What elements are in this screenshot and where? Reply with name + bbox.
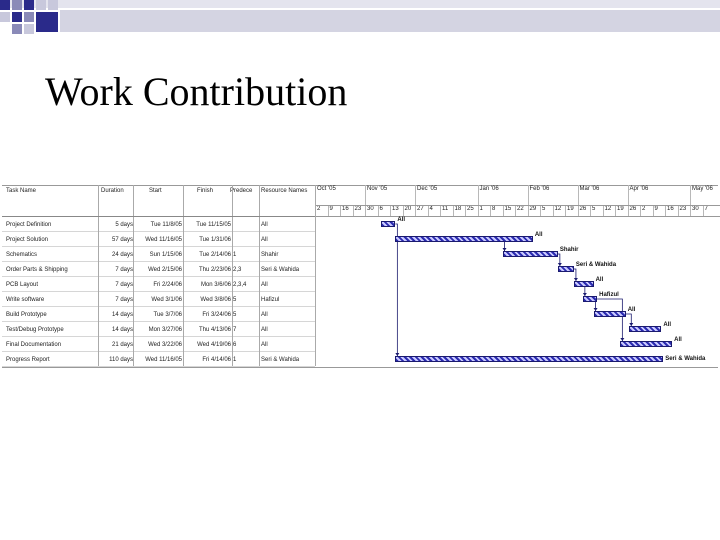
table-cell-task[interactable]: Schematics [6, 252, 38, 258]
gantt-bar[interactable] [574, 281, 594, 287]
table-cell-res[interactable]: All [261, 327, 268, 333]
timescale-day: 5 [542, 206, 546, 212]
gantt-bar-resource-label: Shahir [559, 247, 579, 253]
timescale-day: 2 [642, 206, 646, 212]
timescale-day: 23 [679, 206, 687, 212]
table-column-divider [232, 185, 233, 366]
timescale-month: Mar '06 [579, 186, 600, 192]
table-cell-finish[interactable]: Tue 2/14/06 [199, 252, 231, 258]
gantt-bar-resource-label: Seri & Wahida [575, 262, 617, 268]
timescale-day: 12 [554, 206, 562, 212]
table-cell-start[interactable]: Mon 3/27/06 [148, 327, 182, 333]
col-header-duration[interactable]: Duration [101, 188, 124, 194]
table-cell-task[interactable]: PCB Layout [6, 282, 39, 288]
table-cell-pred[interactable]: 5 [233, 297, 237, 303]
gantt-bar-resource-label: All [674, 337, 682, 343]
table-cell-duration[interactable]: 14 days [111, 327, 133, 333]
table-cell-res[interactable]: All [261, 222, 268, 228]
gantt-bar-resource-label: All [534, 232, 543, 238]
timescale-day: 2 [317, 206, 321, 212]
table-cell-start[interactable]: Sun 1/15/06 [149, 252, 182, 258]
table-cell-res[interactable]: All [261, 342, 268, 348]
gantt-bar-resource-label: Seri & Wahida [665, 356, 706, 362]
table-cell-pred[interactable]: 2,3,4 [233, 282, 247, 288]
table-cell-task[interactable]: Progress Report [6, 357, 50, 363]
gantt-dependency-links [2, 185, 720, 366]
timescale-day: 18 [454, 206, 462, 212]
table-cell-pred[interactable]: 6 [233, 342, 237, 348]
table-cell-finish[interactable]: Wed 4/19/06 [197, 342, 231, 348]
timescale-day: 30 [367, 206, 374, 212]
table-cell-start[interactable]: Wed 11/16/05 [145, 357, 182, 363]
table-cell-pred[interactable]: 5 [233, 312, 237, 318]
dependency-link [395, 224, 397, 356]
table-cell-res[interactable]: Seri & Wahida [261, 267, 300, 273]
table-cell-duration[interactable]: 7 days [115, 282, 133, 288]
gantt-bar[interactable] [503, 251, 558, 257]
timescale-day: 12 [604, 206, 612, 212]
table-cell-duration[interactable]: 24 days [111, 252, 133, 258]
table-cell-res[interactable]: All [261, 237, 268, 243]
timescale-day: 4 [429, 206, 433, 212]
table-cell-task[interactable]: Project Solution [6, 237, 49, 243]
timescale-day: 19 [567, 206, 574, 212]
table-cell-start[interactable]: Tue 11/8/05 [150, 222, 182, 228]
table-column-divider [315, 185, 316, 366]
table-cell-pred[interactable]: 2,3 [233, 267, 242, 273]
table-cell-duration[interactable]: 7 days [115, 267, 133, 273]
table-cell-task[interactable]: Build Prototype [6, 312, 47, 318]
table-cell-duration[interactable]: 14 days [111, 312, 133, 318]
timescale-day: 19 [617, 206, 624, 212]
table-cell-res[interactable]: All [261, 282, 268, 288]
table-cell-start[interactable]: Wed 3/22/06 [148, 342, 182, 348]
table-cell-res[interactable]: Seri & Wahida [261, 357, 300, 363]
table-cell-res[interactable]: Hafizul [261, 297, 280, 303]
table-cell-finish[interactable]: Thu 4/13/06 [198, 327, 231, 333]
table-cell-duration[interactable]: 57 days [111, 237, 133, 243]
col-header-task[interactable]: Task Name [6, 188, 37, 194]
col-header-start[interactable]: Start [149, 188, 162, 194]
table-cell-task[interactable]: Final Documentation [6, 342, 62, 348]
timescale-month: Oct '05 [317, 186, 336, 192]
timescale-day: 15 [504, 206, 512, 212]
timescale-day: 11 [442, 206, 449, 212]
table-row-divider [2, 366, 315, 367]
timescale-day: 27 [417, 206, 424, 212]
timescale-day: 16 [342, 206, 349, 212]
timescale-day: 26 [579, 206, 587, 212]
timescale-day: 22 [517, 206, 524, 212]
gantt-bar-resource-label: All [595, 277, 604, 283]
table-cell-duration[interactable]: 21 days [111, 342, 133, 348]
decorative-header-squares [0, 0, 720, 40]
table-cell-start[interactable]: Fri 2/24/06 [153, 282, 182, 288]
slide-title: Work Contribution [45, 69, 348, 114]
gantt-bar-resource-label: All [397, 217, 406, 223]
timescale-day: 8 [492, 206, 496, 212]
col-header-predecessors[interactable]: Predece [230, 188, 253, 194]
timescale-day: 30 [692, 206, 699, 212]
timescale-day: 25 [467, 206, 474, 212]
col-header-finish[interactable]: Finish [197, 188, 214, 194]
timescale-day: 9 [329, 206, 333, 212]
table-cell-duration[interactable]: 5 days [115, 222, 133, 228]
gantt-bar[interactable] [395, 356, 663, 362]
timescale-month: Jan '06 [479, 186, 499, 192]
table-cell-task[interactable]: Test/Debug Prototype [6, 327, 64, 333]
timescale-day: 1 [479, 206, 483, 212]
table-cell-finish[interactable]: Tue 1/31/06 [199, 237, 231, 243]
timescale-day: 16 [667, 206, 674, 212]
table-cell-pred[interactable]: 1 [233, 252, 237, 258]
table-cell-task[interactable]: Order Parts & Shipping [6, 267, 68, 273]
table-cell-finish[interactable]: Tue 11/15/05 [196, 222, 231, 228]
timescale-month: Nov '05 [367, 186, 388, 192]
timescale-day: 9 [654, 206, 658, 212]
col-header-resources[interactable]: Resource Names [261, 188, 308, 194]
gantt-bar[interactable] [583, 296, 597, 302]
gantt-bar[interactable] [558, 266, 574, 272]
gantt-bar-resource-label: Hafizul [599, 292, 619, 298]
timescale-month: Feb '06 [529, 186, 550, 192]
table-cell-duration[interactable]: 110 days [109, 357, 133, 363]
table-cell-finish[interactable]: Fri 4/14/06 [202, 357, 231, 363]
table-cell-pred[interactable]: 7 [233, 327, 237, 333]
timescale-day: 13 [392, 206, 399, 212]
dependency-link [597, 299, 622, 341]
gantt-bar[interactable] [629, 326, 661, 332]
table-column-divider [98, 185, 99, 366]
table-cell-finish[interactable]: Wed 3/8/06 [200, 297, 231, 303]
table-cell-start[interactable]: Wed 11/16/05 [145, 237, 182, 243]
gantt-bar-resource-label: All [663, 322, 672, 328]
table-column-divider [133, 185, 134, 366]
timescale-day: 20 [404, 206, 412, 212]
timescale-month: Dec '05 [417, 186, 438, 192]
table-cell-finish[interactable]: Fri 3/24/06 [202, 312, 231, 318]
timescale-day: 7 [704, 206, 708, 212]
table-column-divider [183, 185, 184, 366]
table-cell-start[interactable]: Wed 2/15/06 [148, 267, 182, 273]
table-cell-finish[interactable]: Thu 2/23/06 [198, 267, 231, 273]
table-cell-start[interactable]: Wed 3/1/06 [151, 297, 182, 303]
gantt-bar-resource-label: All [627, 307, 636, 313]
table-cell-duration[interactable]: 7 days [115, 297, 133, 303]
gantt-bar[interactable] [594, 311, 626, 317]
table-cell-task[interactable]: Project Definition [6, 222, 52, 228]
gantt-bar[interactable] [381, 221, 395, 227]
timescale-day: 26 [629, 206, 637, 212]
table-cell-res[interactable]: Shahir [261, 252, 279, 258]
timescale-day: 23 [354, 206, 362, 212]
table-cell-res[interactable]: All [261, 312, 268, 318]
gantt-bar[interactable] [395, 236, 533, 242]
timescale-day: 6 [379, 206, 383, 212]
table-cell-finish[interactable]: Mon 3/6/06 [200, 282, 231, 288]
gantt-chart [2, 185, 720, 366]
gantt-bar[interactable] [620, 341, 672, 347]
table-cell-pred[interactable]: 1 [233, 357, 237, 363]
table-column-divider [259, 185, 260, 366]
table-cell-start[interactable]: Tue 3/7/06 [153, 312, 182, 318]
timescale-day: 29 [529, 206, 537, 212]
table-cell-task[interactable]: Write software [6, 297, 45, 303]
timescale-month: May '06 [692, 186, 713, 192]
timescale-day: 5 [592, 206, 596, 212]
timescale-month: Apr '06 [629, 186, 649, 192]
table-header-divider [2, 216, 315, 217]
